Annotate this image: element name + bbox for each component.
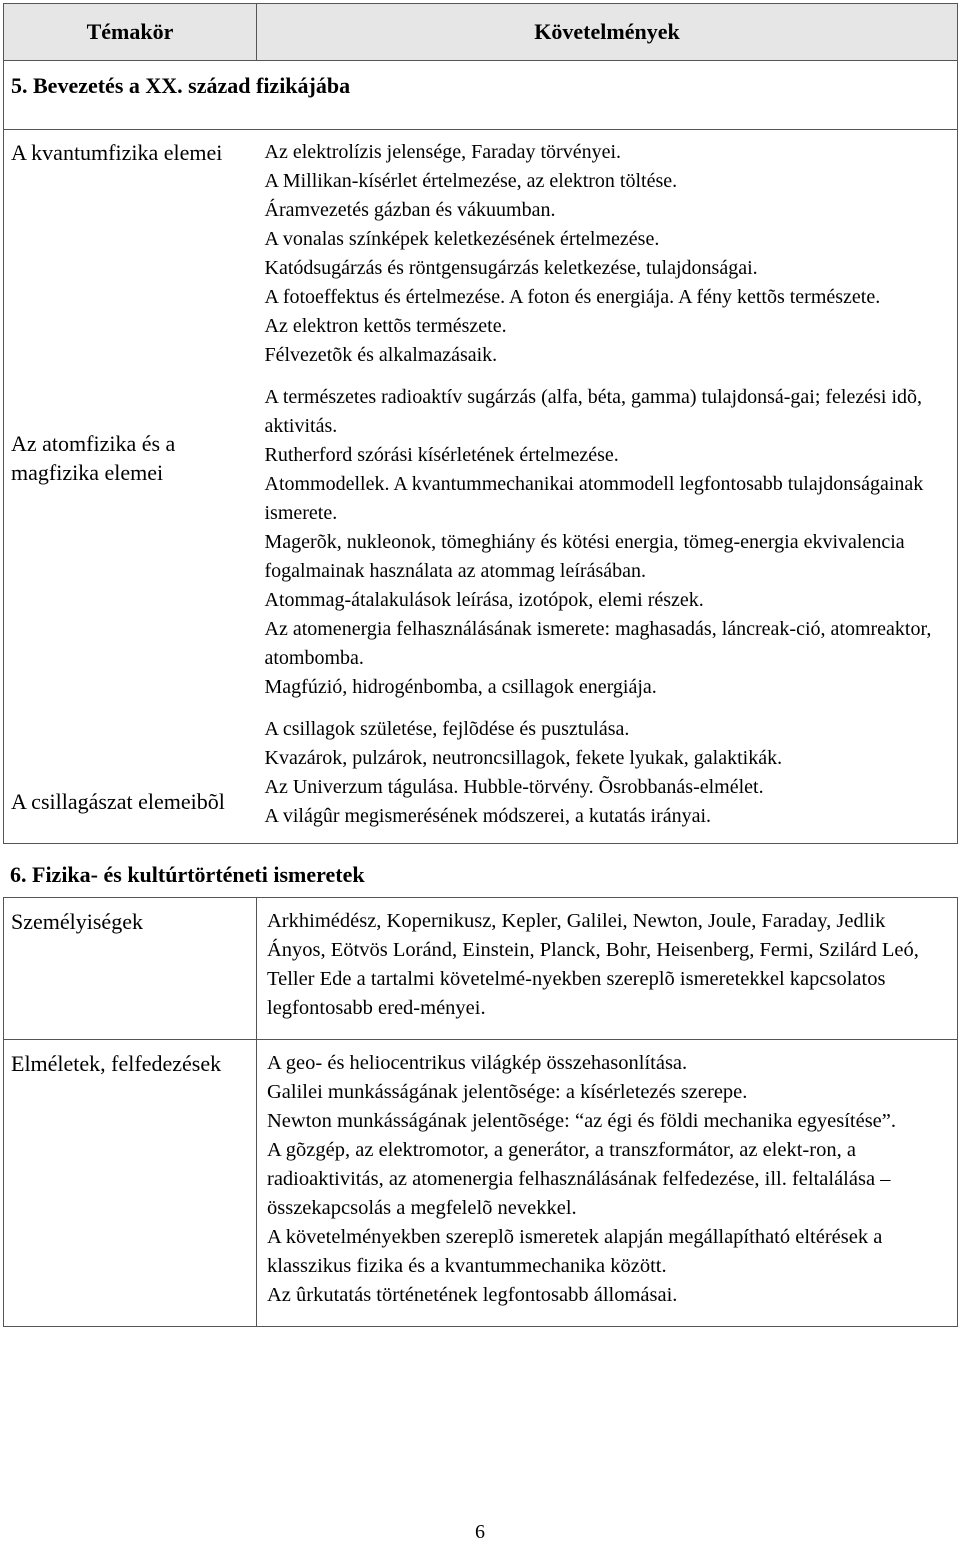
requirement-line: Félvezetõk és alkalmazásaik. <box>264 344 498 366</box>
requirement-line: Az Univerzum tágulása. Hubble-törvény. Õsrobbanás-elmélet. <box>264 776 764 798</box>
table-row <box>4 1040 958 1327</box>
requirement-line: Áramvezetés gázban és vákuumban. <box>264 199 556 221</box>
row-requirements <box>257 898 958 1040</box>
requirement-line: Rutherford szórási kísérletének értelmezése. <box>264 444 619 466</box>
requirement-line: A világûr megismerésének módszerei, a kutatás irányai. <box>264 805 712 827</box>
requirement-block <box>265 383 950 702</box>
requirement-line: Newton munkásságának jelentõsége: “az égi és földi mechanika egyesítése”. <box>267 1110 896 1132</box>
requirement-line: Atommag-átalakulások leírása, izotópok, elemi részek. <box>264 589 704 611</box>
requirement-line: A követelményekben szereplõ ismeretek alapján megállapítható eltérések a klasszikus fizika és a kvantummechanika között. <box>267 1226 883 1277</box>
topic-name: A csillagászat elemeibõl <box>11 789 225 814</box>
row-requirements <box>257 1040 958 1327</box>
requirement-block <box>265 715 950 831</box>
requirement-line: Kvazárok, pulzárok, neutroncsillagok, fekete lyukak, galaktikák. <box>264 747 783 769</box>
section5-requirements <box>257 130 958 844</box>
section5-title: 5. Bevezetés a XX. század fizikájába <box>4 61 958 130</box>
header-row <box>4 4 958 61</box>
row-topic: Személyiségek <box>4 898 257 1040</box>
section5-topics <box>4 130 257 844</box>
requirement-line: Magerõk, nukleonok, tömeghiány és kötési energia, tömeg-energia ekvivalencia fogalmainak használata az atommag leírásában. <box>264 531 905 582</box>
requirement-line: A geo- és heliocentrikus világkép összehasonlítása. <box>267 1052 688 1074</box>
requirements-table-2 <box>3 897 958 1327</box>
requirement-line: Magfúzió, hidrogénbomba, a csillagok energiája. <box>264 676 657 698</box>
table-row <box>4 898 958 1040</box>
header-requirements: Követelmények <box>257 4 958 61</box>
requirement-line: Atommodellek. A kvantummechanikai atommodell legfontosabb tulajdonságainak ismerete. <box>264 473 924 524</box>
row-topic: Elméletek, felfedezések <box>4 1040 257 1327</box>
page-number: 6 <box>475 1521 485 1543</box>
section5-body <box>4 130 958 844</box>
document-page <box>3 3 957 1327</box>
requirement-line: A fotoeffektus és értelmezése. A foton és energiája. A fény kettõs természete. <box>264 286 881 308</box>
requirement-line: Az elektrolízis jelensége, Faraday törvényei. <box>264 141 622 163</box>
requirement-line: A gõzgép, az elektromotor, a generátor, a transzformátor, az elekt-ron, a radioaktivitás, az atomenergia felhasználásának felfedezése, ill. feltalálása – összekapcsolás a megfelelõ nevekkel. <box>267 1139 891 1219</box>
requirement-line: Az elektron kettõs természete. <box>264 315 507 337</box>
requirement-line: A csillagok születése, fejlõdése és pusztulása. <box>264 718 630 740</box>
topic-name: A kvantumfizika elemei <box>11 140 223 165</box>
requirement-line: Az ûrkutatás történetének legfontosabb állomásai. <box>267 1284 678 1306</box>
requirement-line: A természetes radioaktív sugárzás (alfa, béta, gamma) tulajdonsá-gai; felezési idõ, aktivitás. <box>264 386 923 437</box>
requirement-line: Az atomenergia felhasználásának ismerete: maghasadás, láncreak-ció, atomreaktor, atombomba. <box>264 618 932 669</box>
requirement-line: A vonalas színképek keletkezésének értelmezése. <box>264 228 660 250</box>
topic-name: Az atomfizika és a magfizika elemei <box>11 431 176 485</box>
header-topic: Témakör <box>4 4 257 61</box>
requirement-line: A Millikan-kísérlet értelmezése, az elektron töltése. <box>264 170 678 192</box>
requirement-line: Galilei munkásságának jelentõsége: a kísérletezés szerepe. <box>267 1081 748 1103</box>
requirements-table-1 <box>3 3 958 844</box>
section6-title: 6. Fizika- és kultúrtörténeti ismeretek <box>10 862 365 887</box>
requirement-block <box>265 138 950 370</box>
requirement-line: Arkhimédész, Kopernikusz, Kepler, Galilei, Newton, Joule, Faraday, Jedlik Ányos, Eötvös Loránd, Einstein, Planck, Bohr, Heisenberg, Fermi, Szilárd Leó, Teller Ede a tartalmi követelmé-nyekben szereplõ ismeretekkel kapcsolatos legfontosabb ered-ményei. <box>267 910 919 1019</box>
requirement-line: Katódsugárzás és röntgensugárzás keletkezése, tulajdonságai. <box>264 257 758 279</box>
section-row <box>4 61 958 130</box>
